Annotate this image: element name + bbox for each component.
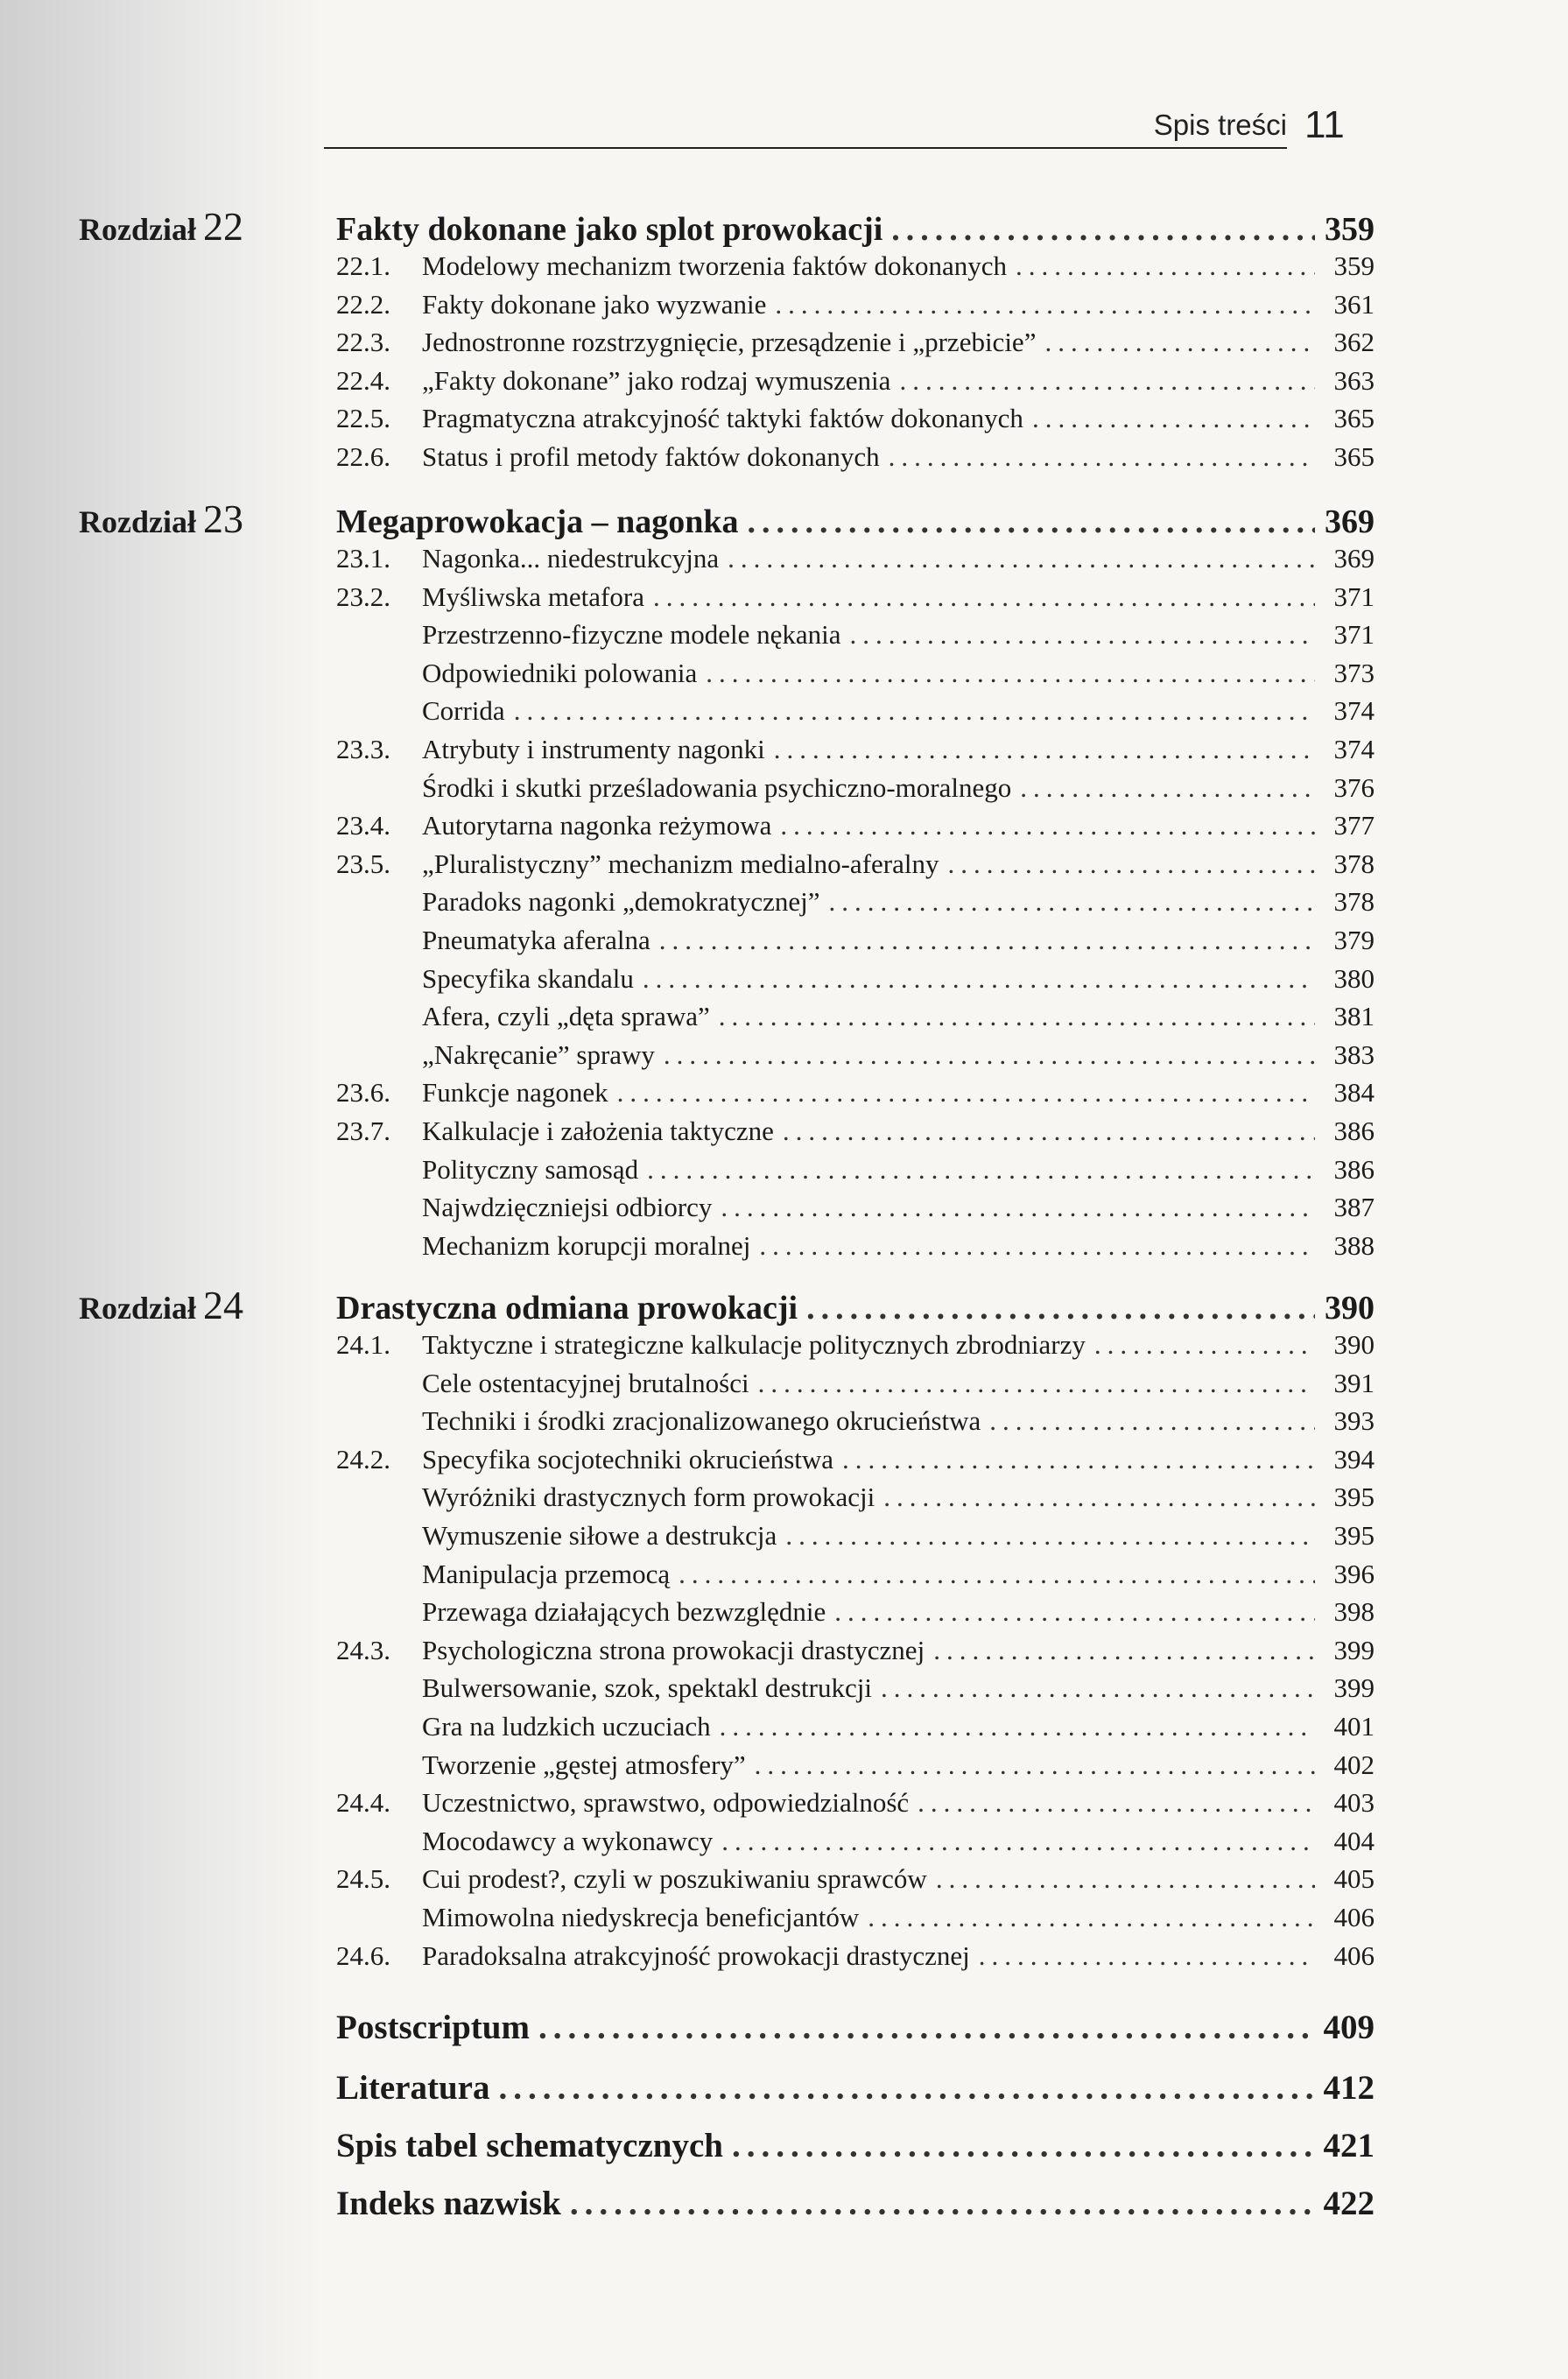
page-ref: 363: [1333, 365, 1375, 396]
toc-entry[interactable]: [336, 1863, 1375, 1895]
page-ref: 386: [1333, 1116, 1375, 1146]
entry-label: [336, 1635, 925, 1666]
toc-entry[interactable]: [336, 1368, 1375, 1399]
entry-text: Uczestnictwo, sprawstwo, odpowiedzialność: [422, 1787, 910, 1818]
section-number: 23.3.: [336, 734, 390, 764]
page-ref: 381: [1333, 1001, 1375, 1031]
entry-text: Gra na ludzkich uczuciach: [422, 1711, 711, 1742]
dot-leader: [883, 1482, 1315, 1513]
entry-label: [336, 2184, 561, 2223]
entry-text: Fakty dokonane jako wyzwanie: [422, 289, 767, 320]
toc-entry[interactable]: [336, 1559, 1375, 1590]
entry-label: [336, 925, 650, 956]
chapter-title-row[interactable]: [336, 503, 1375, 541]
toc-entry[interactable]: [336, 848, 1375, 880]
page-ref: 373: [1333, 658, 1375, 688]
dot-leader: [899, 365, 1315, 397]
dot-leader: [514, 695, 1315, 727]
toc-entry[interactable]: [336, 365, 1375, 397]
dot-leader: [758, 1368, 1315, 1399]
page-ref: 359: [1325, 211, 1375, 248]
section-number: 23.6.: [336, 1077, 390, 1108]
entry-text: Tworzenie „gęstej atmosfery”: [422, 1749, 746, 1780]
entry-label: [336, 2008, 530, 2047]
page-ref: 378: [1333, 848, 1375, 879]
section-number: 23.7.: [336, 1116, 390, 1146]
dot-leader: [706, 658, 1315, 689]
entry-text: Wymuszenie siłowe a destrukcja: [422, 1520, 777, 1551]
entry-text: Paradoks nagonki „demokratycznej”: [422, 886, 820, 917]
page-ref: 391: [1333, 1368, 1375, 1398]
dot-leader: [755, 1749, 1315, 1781]
toc-entry[interactable]: [336, 810, 1375, 841]
dot-leader: [979, 1940, 1315, 1972]
dot-leader: [1044, 327, 1315, 358]
entry-label: [336, 1116, 774, 1147]
entry-label: [336, 1368, 749, 1399]
entry-text: Specyfika skandalu: [422, 963, 634, 994]
entry-text: Cele ostentacyjnej brutalności: [422, 1368, 749, 1398]
chapter-word: Rozdział: [79, 1291, 196, 1326]
entry-label: [336, 327, 1036, 358]
page-ref: 390: [1325, 1290, 1375, 1327]
back-matter-row[interactable]: [336, 2068, 1375, 2108]
entry-label: [336, 1039, 655, 1071]
entry-label: [336, 1230, 750, 1262]
entry-text: Pneumatyka aferalna: [422, 925, 650, 955]
dot-leader: [732, 2126, 1315, 2165]
entry-text: „Fakty dokonane” jako rodzaj wymuszenia: [422, 365, 891, 396]
entry-text: Przestrzenno-fizyczne modele nękania: [422, 619, 841, 650]
section-number: 24.6.: [336, 1940, 390, 1971]
page-ref: 376: [1333, 772, 1375, 803]
dot-leader: [720, 1711, 1315, 1742]
page-ref: 374: [1333, 734, 1375, 764]
entry-text: Kalkulacje i założenia taktyczne: [422, 1116, 774, 1146]
chapter-title-row[interactable]: [336, 1289, 1375, 1327]
dot-leader: [719, 1001, 1315, 1032]
entry-text: Cui prodest?, czyli w poszukiwaniu sprawców: [422, 1863, 927, 1894]
entry-label: [336, 289, 766, 320]
toc-entry[interactable]: [336, 1596, 1375, 1628]
toc-entry[interactable]: [336, 925, 1375, 956]
toc-entry[interactable]: [336, 772, 1375, 804]
entry-label: [336, 1711, 711, 1742]
section-number: 22.5.: [336, 403, 390, 433]
entry-label: [336, 1787, 909, 1819]
dot-leader: [617, 1077, 1315, 1109]
back-matter-title: Spis tabel schematycznych: [336, 2127, 723, 2164]
dot-leader: [936, 1863, 1315, 1895]
entry-text: Nagonka... niedestrukcyjna: [422, 543, 720, 574]
page-ref: 365: [1333, 441, 1375, 472]
page-ref: 377: [1333, 810, 1375, 841]
dot-leader: [834, 1596, 1315, 1628]
page-ref: 393: [1333, 1405, 1375, 1436]
page-ref: 399: [1333, 1635, 1375, 1665]
section-number: 24.2.: [336, 1444, 390, 1475]
page-ref: 402: [1333, 1749, 1375, 1780]
back-matter-row[interactable]: [336, 2126, 1375, 2165]
back-matter-row[interactable]: [336, 2184, 1375, 2223]
chapter-title: Fakty dokonane jako splot prowokacji: [336, 211, 883, 248]
dot-leader: [889, 441, 1315, 473]
toc-entry[interactable]: [336, 403, 1375, 434]
toc-entry[interactable]: [336, 734, 1375, 765]
section-number: 22.6.: [336, 441, 390, 472]
page-ref: 401: [1333, 1711, 1375, 1742]
page-ref: 406: [1333, 1902, 1375, 1932]
section-number: 23.5.: [336, 848, 390, 879]
section-number: 24.1.: [336, 1329, 390, 1360]
page-ref: 383: [1333, 1039, 1375, 1070]
page-ref: 395: [1333, 1482, 1375, 1512]
page-ref: 365: [1333, 403, 1375, 433]
toc-entry[interactable]: [336, 327, 1375, 358]
toc-entry[interactable]: [336, 581, 1375, 613]
dot-leader: [783, 1116, 1315, 1147]
page-ref: 403: [1333, 1787, 1375, 1818]
entry-text: Mechanizm korupcji moralnej: [422, 1230, 751, 1261]
page-ref: 406: [1333, 1940, 1375, 1971]
page-ref: 422: [1323, 2185, 1375, 2222]
entry-text: Myśliwska metafora: [422, 581, 644, 612]
page-ref: 396: [1333, 1559, 1375, 1589]
entry-label: [336, 1902, 859, 1933]
entry-label: [336, 695, 505, 727]
dot-leader: [647, 1154, 1315, 1186]
page-ref: 387: [1333, 1192, 1375, 1222]
entry-label: [336, 543, 719, 574]
entry-label: [336, 1520, 777, 1552]
entry-label: [336, 963, 634, 995]
section-number: 22.3.: [336, 327, 390, 357]
dot-leader: [1016, 250, 1315, 282]
entry-text: Przewaga działających bezwzględnie: [422, 1596, 826, 1627]
chapter-number: 23: [202, 496, 243, 541]
entry-text: Bulwersowanie, szok, spektakl destrukcji: [422, 1672, 872, 1703]
dot-leader: [759, 1230, 1315, 1262]
toc-entry[interactable]: [336, 1826, 1375, 1857]
toc-entry[interactable]: [336, 543, 1375, 574]
chapter-label: [79, 496, 320, 542]
entry-label: [336, 210, 882, 249]
entry-label: [336, 1749, 746, 1781]
dot-leader: [933, 1635, 1315, 1666]
entry-label: [336, 1077, 608, 1109]
dot-leader: [775, 289, 1315, 320]
dot-leader: [947, 848, 1315, 880]
toc-entry[interactable]: [336, 1749, 1375, 1781]
entry-label: [336, 886, 820, 918]
toc-entry[interactable]: [336, 1001, 1375, 1032]
entry-label: [336, 772, 1011, 804]
page-ref: 380: [1333, 963, 1375, 994]
back-matter-title: Indeks nazwisk: [336, 2185, 561, 2222]
entry-text: Odpowiedniki polowania: [422, 658, 698, 688]
toc-entry[interactable]: [336, 658, 1375, 689]
toc-entry[interactable]: [336, 1635, 1375, 1666]
toc-entry[interactable]: [336, 1482, 1375, 1513]
entry-text: Jednostronne rozstrzygnięcie, przesądzenie i „przebicie”: [422, 327, 1037, 357]
page-ref: 399: [1333, 1672, 1375, 1703]
page-ref: 378: [1333, 886, 1375, 917]
toc-entry[interactable]: [336, 1116, 1375, 1147]
dot-leader: [643, 963, 1315, 995]
dot-leader: [868, 1902, 1315, 1933]
entry-label: [336, 1826, 713, 1857]
entry-label: [336, 1559, 670, 1590]
entry-label: [336, 581, 644, 613]
entry-label: [336, 250, 1007, 282]
back-matter-title: Postscriptum: [336, 2009, 530, 2046]
section-number: 22.2.: [336, 289, 390, 320]
section-number: 23.4.: [336, 810, 390, 841]
page-number: 11: [1304, 103, 1345, 146]
entry-label: [336, 403, 1023, 434]
dot-leader: [664, 1039, 1315, 1071]
page-ref: 369: [1333, 543, 1375, 574]
toc-entry[interactable]: [336, 1039, 1375, 1071]
section-number: 23.1.: [336, 543, 390, 574]
chapter-word: Rozdział: [79, 212, 196, 247]
toc-entry[interactable]: [336, 963, 1375, 995]
header-title: Spis treści: [1153, 109, 1287, 141]
page-ref: 371: [1333, 619, 1375, 650]
entry-text: Modelowy mechanizm tworzenia faktów dokonanych: [422, 250, 1008, 281]
page-ref: 369: [1325, 503, 1375, 540]
entry-text: „Pluralistyczny” mechanizm medialno-aferalny: [422, 848, 939, 879]
entry-label: [336, 1001, 710, 1032]
entry-label: [336, 503, 739, 541]
toc-entry[interactable]: [336, 1787, 1375, 1819]
entry-label: [336, 441, 880, 473]
entry-text: Pragmatyczna atrakcyjność taktyki faktów dokonanych: [422, 403, 1023, 433]
entry-label: [336, 810, 771, 841]
toc-entry[interactable]: [336, 1672, 1375, 1704]
page-ref: 394: [1333, 1444, 1375, 1475]
entry-text: Najwdzięczniejsi odbiorcy: [422, 1192, 713, 1222]
dot-leader: [1032, 403, 1315, 434]
entry-label: [336, 619, 841, 651]
entry-label: [336, 2126, 723, 2165]
dot-leader: [785, 1520, 1315, 1552]
page-ref: 412: [1323, 2069, 1375, 2107]
entry-text: Mimowolna niedyskrecja beneficjantów: [422, 1902, 860, 1932]
toc-entry[interactable]: [336, 1405, 1375, 1437]
toc-entry[interactable]: [336, 441, 1375, 473]
toc-entry[interactable]: [336, 1711, 1375, 1742]
page-ref: 374: [1333, 695, 1375, 726]
entry-label: [336, 1405, 981, 1437]
dot-leader: [748, 503, 1315, 541]
entry-label: [336, 2068, 489, 2108]
toc-entry[interactable]: [336, 695, 1375, 727]
section-number: 22.4.: [336, 365, 390, 396]
entry-label: [336, 1329, 1086, 1361]
entry-text: Taktyczne i strategiczne kalkulacje politycznych zbrodniarzy: [422, 1329, 1086, 1360]
entry-label: [336, 1482, 875, 1513]
page-ref: 405: [1333, 1863, 1375, 1894]
entry-text: Psychologiczna strona prowokacji drastycznej: [422, 1635, 925, 1665]
entry-label: [336, 1192, 712, 1223]
dot-leader: [806, 1289, 1315, 1327]
entry-label: [336, 848, 939, 880]
entry-text: Środki i skutki prześladowania psychiczno-moralnego: [422, 772, 1012, 803]
dot-leader: [721, 1192, 1315, 1223]
chapter-title: Drastyczna odmiana prowokacji: [336, 1290, 798, 1327]
entry-label: [336, 1672, 872, 1704]
toc-entry[interactable]: [336, 886, 1375, 918]
running-header: [324, 103, 1287, 149]
entry-label: [336, 1940, 970, 1972]
page-ref: 371: [1333, 581, 1375, 612]
entry-label: [336, 1863, 927, 1895]
toc-entry[interactable]: [336, 289, 1375, 320]
page-ref: 398: [1333, 1596, 1375, 1627]
section-number: 24.5.: [336, 1863, 390, 1894]
dot-leader: [989, 1405, 1315, 1437]
entry-text: Techniki i środki zracjonalizowanego okrucieństwa: [422, 1405, 981, 1436]
dot-leader: [850, 619, 1315, 651]
dot-leader: [918, 1787, 1315, 1819]
toc-entry[interactable]: [336, 1192, 1375, 1223]
toc-entry[interactable]: [336, 1940, 1375, 1972]
dot-leader: [1020, 772, 1315, 804]
entry-text: Polityczny samosąd: [422, 1154, 639, 1185]
chapter-number: 22: [202, 204, 243, 249]
section-number: 24.4.: [336, 1787, 390, 1818]
entry-text: Afera, czyli „dęta sprawa”: [422, 1001, 710, 1031]
entry-text: Manipulacja przemocą: [422, 1559, 671, 1589]
toc-entry[interactable]: [336, 1230, 1375, 1262]
dot-leader: [881, 1672, 1315, 1704]
section-number: 23.2.: [336, 581, 390, 612]
entry-text: Autorytarna nagonka reżymowa: [422, 810, 772, 841]
page-ref: 390: [1333, 1329, 1375, 1360]
page-ref: 404: [1333, 1826, 1375, 1856]
entry-label: [336, 1154, 638, 1186]
page-ref: 361: [1333, 289, 1375, 320]
entry-text: Funkcje nagonek: [422, 1077, 608, 1108]
chapter-label: [79, 203, 320, 250]
dot-leader: [721, 1826, 1315, 1857]
toc-entry[interactable]: [336, 1520, 1375, 1552]
entry-text: Mocodawcy a wykonawcy: [422, 1826, 714, 1856]
dot-leader: [842, 1444, 1315, 1475]
page-ref: 362: [1333, 327, 1375, 357]
toc-entry[interactable]: [336, 1902, 1375, 1933]
entry-label: [336, 1444, 833, 1475]
entry-label: [336, 658, 697, 689]
entry-label: [336, 1596, 826, 1628]
dot-leader: [570, 2184, 1315, 2223]
toc-entry[interactable]: [336, 1077, 1375, 1109]
toc-entry[interactable]: [336, 1444, 1375, 1475]
entry-label: [336, 1289, 798, 1327]
back-matter-row[interactable]: [336, 2008, 1375, 2047]
entry-text: Specyfika socjotechniki okrucieństwa: [422, 1444, 834, 1475]
entry-text: Wyróżniki drastycznych form prowokacji: [422, 1482, 875, 1512]
entry-text: Corrida: [422, 695, 505, 726]
page-ref: 379: [1333, 925, 1375, 955]
chapter-label: [79, 1282, 320, 1328]
dot-leader: [780, 810, 1315, 841]
entry-text: „Nakręcanie” sprawy: [422, 1039, 655, 1070]
dot-leader: [659, 925, 1315, 956]
chapter-number: 24: [202, 1283, 243, 1327]
dot-leader: [498, 2068, 1314, 2108]
dot-leader: [1094, 1329, 1315, 1361]
toc-entry[interactable]: [336, 250, 1375, 282]
chapter-title-row[interactable]: [336, 210, 1375, 249]
page-ref: 386: [1333, 1154, 1375, 1185]
entry-text: Atrybuty i instrumenty nagonki: [422, 734, 765, 764]
back-matter-title: Literatura: [336, 2069, 490, 2107]
dot-leader: [679, 1559, 1315, 1590]
dot-leader: [891, 210, 1315, 249]
page-ref: 384: [1333, 1077, 1375, 1108]
entry-text: Paradoksalna atrakcyjność prowokacji drastycznej: [422, 1940, 970, 1971]
entry-text: Status i profil metody faktów dokonanych: [422, 441, 880, 472]
dot-leader: [538, 2008, 1315, 2047]
page-ref: 388: [1333, 1230, 1375, 1261]
page-ref: 409: [1323, 2009, 1375, 2046]
dot-leader: [653, 581, 1315, 613]
toc-entry[interactable]: [336, 619, 1375, 651]
chapter-word: Rozdział: [79, 504, 196, 539]
page-ref: 395: [1333, 1520, 1375, 1551]
section-number: 24.3.: [336, 1635, 390, 1665]
page-ref: 421: [1323, 2127, 1375, 2164]
toc-entry[interactable]: [336, 1329, 1375, 1361]
dot-leader: [829, 886, 1316, 918]
entry-label: [336, 365, 890, 397]
page-ref: 359: [1333, 250, 1375, 281]
entry-label: [336, 734, 765, 765]
section-number: 22.1.: [336, 250, 390, 281]
toc-entry[interactable]: [336, 1154, 1375, 1186]
chapter-title: Megaprowokacja – nagonka: [336, 503, 739, 540]
dot-leader: [728, 543, 1315, 574]
dot-leader: [774, 734, 1315, 765]
